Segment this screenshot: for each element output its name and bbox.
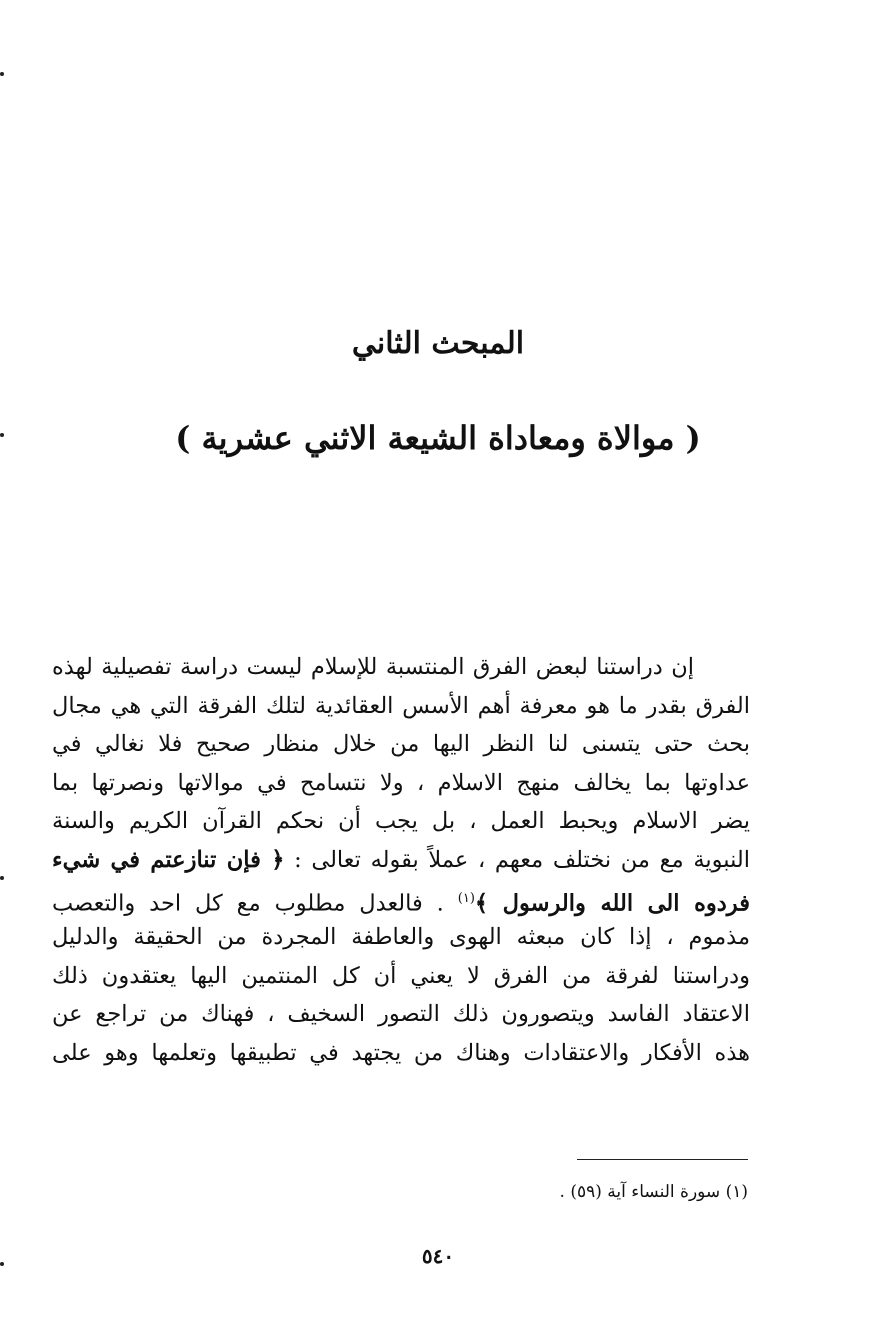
line-text: ودراستنا لفرقة من الفرق لا يعني أن كل المنتمين اليها يعتقدون ذلك bbox=[52, 962, 750, 989]
line-text: . فالعدل مطلوب مع كل احد والتعصب bbox=[52, 890, 458, 917]
line-text: الاعتقاد الفاسد ويتصورون ذلك التصور السخيف ، فهناك من تراجع عن bbox=[52, 1001, 750, 1028]
body-paragraph bbox=[52, 648, 750, 1073]
text-line bbox=[52, 764, 750, 803]
quran-verse: فردوه الى الله والرسول ﴾ bbox=[474, 890, 750, 917]
line-text: عداوتها بما يخالف منهج الاسلام ، ولا نتسامح في موالاتها ونصرتها بما bbox=[52, 769, 750, 796]
footnote-divider bbox=[577, 1159, 748, 1160]
line-text: إن دراستنا لبعض الفرق المنتسبة للإسلام ليست دراسة تفصيلية لهذه bbox=[52, 654, 694, 680]
section-title: المبحث الثاني bbox=[351, 326, 525, 361]
line-text: مذموم ، إذا كان مبعثه الهوى والعاطفة المجردة من الحقيقة والدليل bbox=[52, 924, 750, 951]
text-line bbox=[52, 918, 750, 957]
text-line bbox=[52, 841, 750, 880]
quran-verse: ﴿ فإن تنازعتم في شيء bbox=[52, 846, 285, 873]
footnote-reference: (١) bbox=[457, 890, 475, 906]
text-line bbox=[52, 957, 750, 996]
footnote: (١) سورة النساء آية (٥٩) . bbox=[559, 1182, 748, 1202]
text-line bbox=[52, 995, 750, 1034]
line-text: بحث حتى يتسنى لنا النظر اليها من خلال منظار صحيح فلا نغالي في bbox=[52, 731, 750, 758]
text-line bbox=[52, 880, 750, 919]
line-text: الفرق بقدر ما هو معرفة أهم الأسس العقائدية لتلك الفرقة التي هي مجال bbox=[52, 692, 750, 719]
page-number: ٥٤٠ bbox=[421, 1244, 455, 1268]
margin-mark bbox=[0, 876, 4, 880]
text-line bbox=[52, 725, 750, 764]
margin-mark bbox=[0, 72, 4, 76]
line-text: النبوية مع من نختلف معهم ، عملاً بقوله تعالى : bbox=[284, 846, 750, 873]
text-line bbox=[52, 802, 750, 841]
line-text: يضر الاسلام ويحبط العمل ، بل يجب أن نحكم القرآن الكريم والسنة bbox=[52, 808, 750, 835]
section-subtitle: ( موالاة ومعاداة الشيعة الاثني عشرية ) bbox=[175, 419, 701, 457]
text-line bbox=[52, 648, 750, 687]
text-line bbox=[52, 687, 750, 726]
text-line bbox=[52, 1034, 750, 1073]
line-text: هذه الأفكار والاعتقادات وهناك من يجتهد في تطبيقها وتعلمها وهو على bbox=[52, 1039, 750, 1066]
